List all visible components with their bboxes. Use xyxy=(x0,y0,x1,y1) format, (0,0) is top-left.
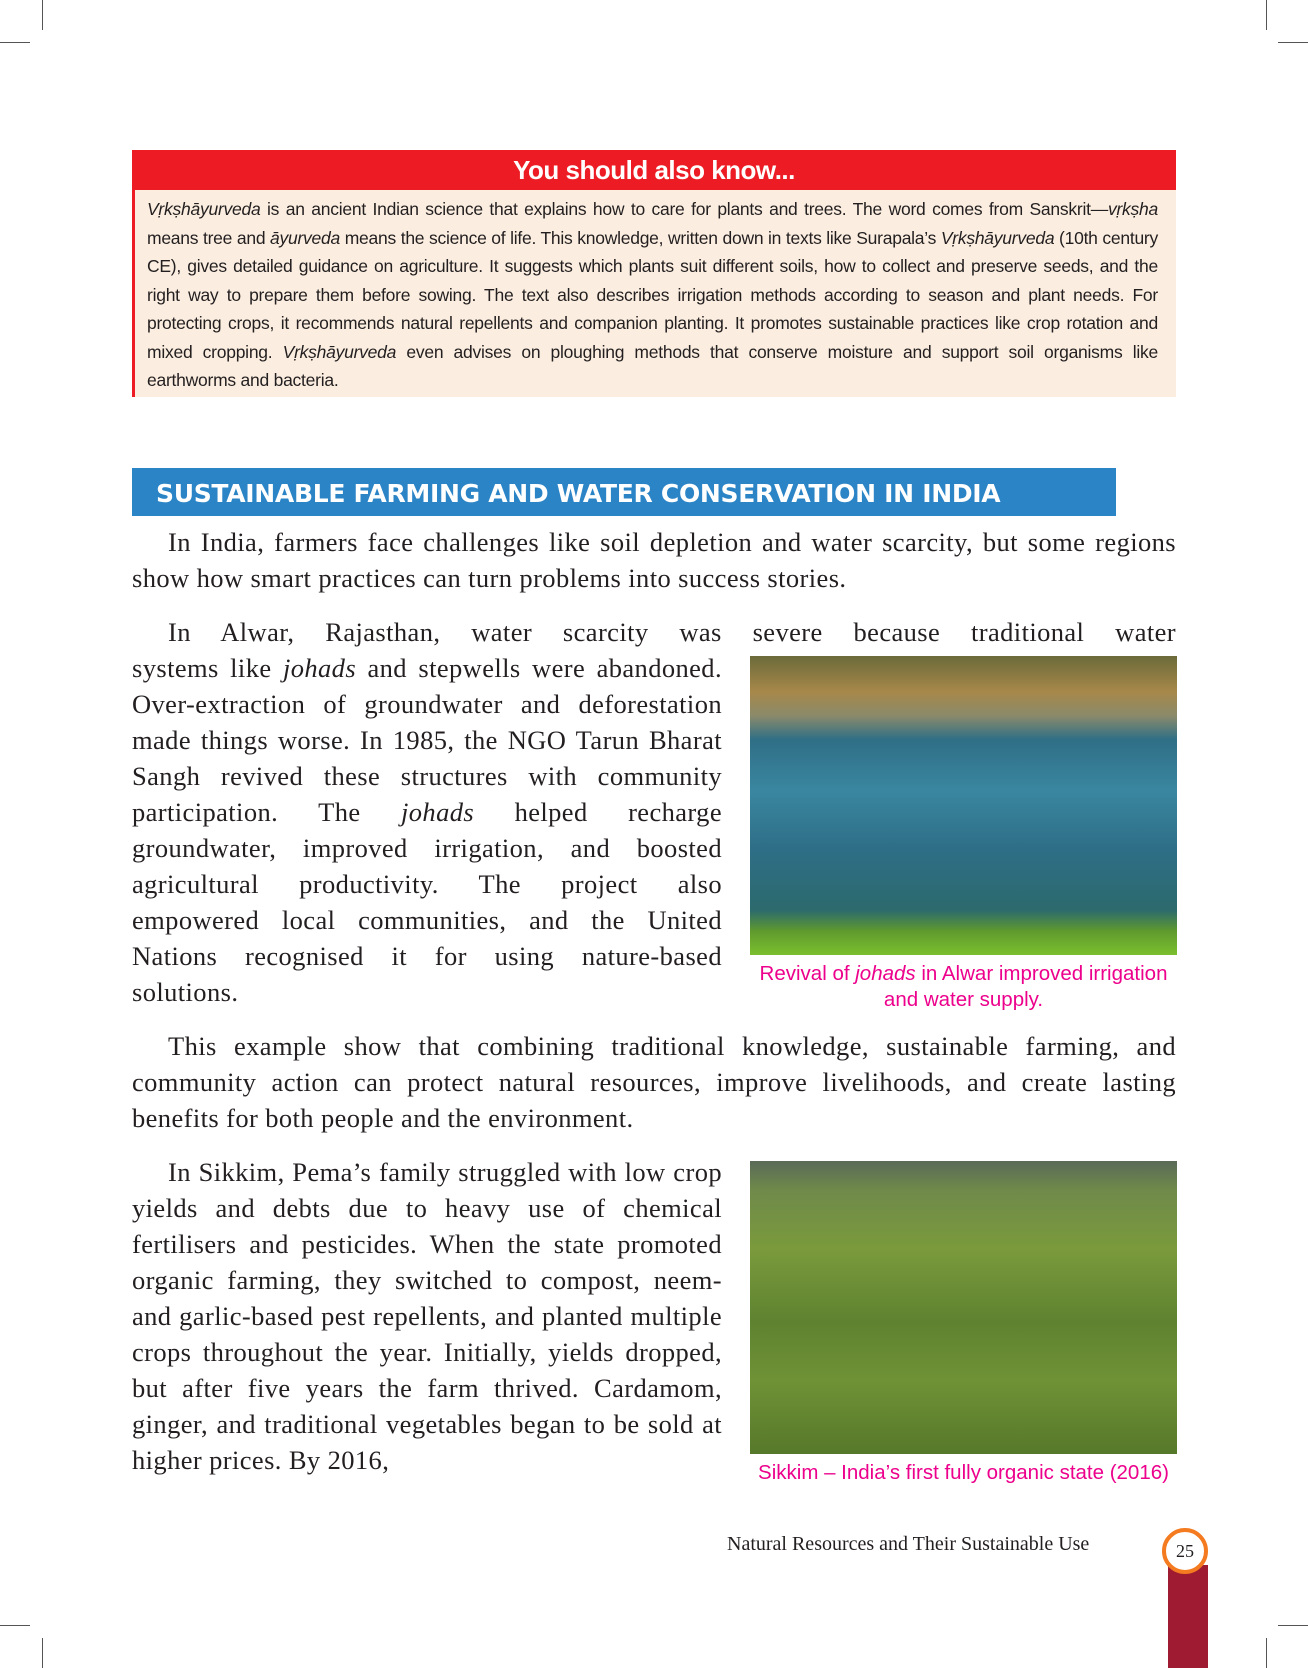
crop-mark xyxy=(42,0,43,30)
alwar-johad-photo xyxy=(750,656,1177,955)
paragraph-intro: In India, farmers face challenges like soil depletion and water scarcity, but some regions show how smart practices can turn problems into success stories. xyxy=(132,527,1176,593)
crop-mark xyxy=(1278,1625,1308,1626)
text-run: even advises on ploughing methods that conserve moisture and support soil organisms like earthworms and bacteria. xyxy=(147,341,1158,390)
sikkim-caption: Sikkim – India’s first fully organic state (2016) xyxy=(758,1461,1169,1484)
text-run: Revival of xyxy=(759,962,856,985)
crop-mark xyxy=(42,1638,43,1668)
paragraph-alwar xyxy=(132,650,722,1010)
info-box-body xyxy=(132,190,1176,397)
italic-term: johads xyxy=(282,653,357,683)
crop-mark xyxy=(0,1625,30,1626)
text-run: (10th century CE), gives detailed guidance on agriculture. It suggests which plants suit different soils, how to collect and preserve seeds, and the right way to prepare them before sowing. The text also describes irrigation methods according to season and plant needs. For protecting crops, it recommends natural repellents and companion planting. It promotes sustainable practices like crop rotation and mixed cropping. xyxy=(147,227,1159,362)
paragraph-alwar-line1: In Alwar, Rajasthan, water scarcity was severe because traditional water xyxy=(168,617,1176,647)
crop-mark xyxy=(1266,1638,1267,1668)
crop-mark xyxy=(0,42,30,43)
crop-mark xyxy=(1278,42,1308,43)
paragraph-sikkim: In Sikkim, Pema’s family struggled with low crop yields and debts due to heavy use of chemical fertilisers and pesticides. When the state promoted organic farming, they switched to compost, neem- and garlic-based pest repellents, and planted multiple crops throughout the year. Initially, yields dropped, but after five years the farm thrived. Cardamom, ginger, and traditional vegetables began to be sold at higher prices. By 2016, xyxy=(132,1157,722,1475)
section-heading: SUSTAINABLE FARMING AND WATER CONSERVATION IN INDIA xyxy=(132,468,1116,516)
chapter-title-footer: Natural Resources and Their Sustainable Use xyxy=(727,1533,1090,1555)
italic-term: johads xyxy=(401,797,475,827)
alwar-caption xyxy=(750,961,1177,1013)
text-run: systems like xyxy=(132,653,283,683)
italic-term: āyurveda xyxy=(270,227,341,248)
info-box-title: You should also know... xyxy=(132,150,1176,190)
page-ribbon xyxy=(1168,1565,1208,1668)
paragraph-conclusion: This example show that combining traditional knowledge, sustainable farming, and community action can protect natural resources, improve livelihoods, and create lasting benefits for both people and the environment. xyxy=(132,1031,1176,1133)
sikkim-tea-garden-photo xyxy=(750,1161,1177,1454)
crop-mark xyxy=(1266,0,1267,30)
text-run: in Alwar improved irrigation and water supply. xyxy=(883,962,1168,1011)
italic-term: Vṛkṣhāyurveda xyxy=(282,341,397,362)
italic-term: johads xyxy=(855,962,916,985)
italic-term: Vṛkṣhāyurveda xyxy=(940,227,1055,248)
italic-term: vṛkṣha xyxy=(1107,199,1158,219)
text-run: means the science of life. This knowledge, written down in texts like Surapala’s xyxy=(340,227,941,248)
info-box xyxy=(132,150,1176,397)
page-number: 25 xyxy=(1162,1528,1208,1574)
italic-term: Vṛkṣhāyurveda xyxy=(147,199,261,219)
text-run: helped recharge groundwater, improved irrigation, and boosted agricultural productivity. The project also empowered local communities, and the United Nations recognised it for using nature-based solutions. xyxy=(132,797,722,1007)
text-run: is an ancient Indian science that explains how to care for plants and trees. The word comes from Sanskrit— xyxy=(260,199,1108,219)
text-run: and stepwells were abandoned. Over-extraction of groundwater and deforestation made things worse. In 1985, the NGO Tarun Bharat Sangh revived these structures with community participation. The xyxy=(132,653,722,827)
text-run: means tree and xyxy=(147,227,271,248)
